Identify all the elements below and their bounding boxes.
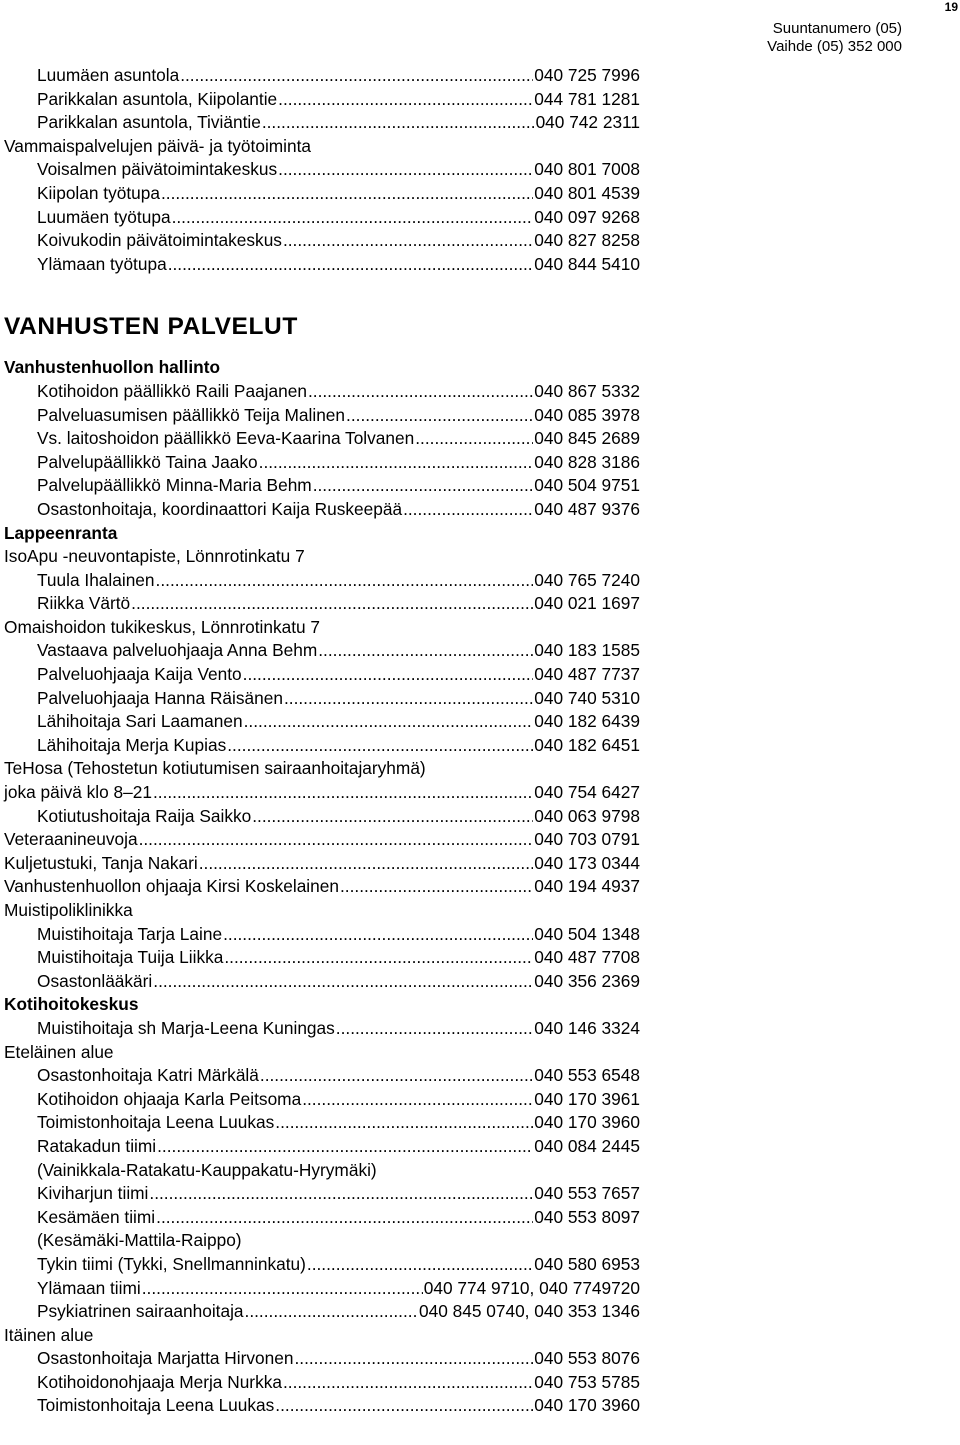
directory-entry: Kotiutushoitaja Raija Saikko ..... 040 063 9798 (4, 805, 640, 829)
directory-entry: Koivukodin päivätoimintakeskus ..... 040 827 8258 (4, 229, 640, 253)
directory-entry: Toimistonhoitaja Leena Luukas ..... 040 170 3960 (4, 1111, 640, 1135)
section-title: VANHUSTEN PALVELUT (4, 313, 298, 341)
directory-entry: Kiipolan työtupa ..... 040 801 4539 (4, 182, 640, 206)
directory-entry: Kotihoidon ohjaaja Karla Peitsoma ..... 040 170 3961 (4, 1088, 640, 1112)
directory-entry: Palveluohjaaja Kaija Vento ..... 040 487 7737 (4, 663, 640, 687)
directory-entry: Osastonhoitaja Marjatta Hirvonen ..... 040 553 8076 (4, 1347, 640, 1371)
area-note: (Kesämäki-Mattila-Raippo) (37, 1230, 242, 1251)
directory-entry: Luumäen asuntola ..... 040 725 7996 (4, 64, 640, 88)
directory-entry: Vs. laitoshoidon päällikkö Eeva-Kaarina Tolvanen ..... 040 845 2689 (4, 427, 640, 451)
group-heading: Eteläinen alue (4, 1041, 114, 1062)
area-note: (Vainikkala-Ratakatu-Kauppakatu-Hyrymäki) (37, 1159, 377, 1180)
directory-entry: Osastonlääkäri ..... 040 356 2369 (4, 970, 640, 994)
directory-entry: Kiviharjun tiimi ..... 040 553 7657 (4, 1182, 640, 1206)
directory-entry: Ylämaan tiimi ..... 040 774 9710, 040 7749720 (4, 1277, 640, 1301)
directory-entry: Parikkalan asuntola, Tiviäntie ..... 040 742 2311 (4, 111, 640, 135)
directory-entry: Luumäen työtupa ..... 040 097 9268 (4, 206, 640, 230)
page-number: 19 (944, 0, 958, 14)
directory-entry: Tykin tiimi (Tykki, Snellmanninkatu) ..... 040 580 6953 (4, 1253, 640, 1277)
group-heading: TeHosa (Tehostetun kotiutumisen sairaanhoitajaryhmä) (4, 758, 426, 779)
directory-entry: Parikkalan asuntola, Kiipolantie ..... 044 781 1281 (4, 88, 640, 112)
directory-entry: Toimistonhoitaja Leena Luukas ..... 040 170 3960 (4, 1394, 640, 1418)
directory-entry: Tuula Ihalainen ..... 040 765 7240 (4, 569, 640, 593)
directory-entry: Psykiatrinen sairaanhoitaja ..... 040 845 0740, 040 353 1346 (4, 1300, 640, 1324)
directory-entry: Veteraanineuvoja ..... 040 703 0791 (4, 828, 640, 852)
directory-entry: Kesämäen tiimi ..... 040 553 8097 (4, 1206, 640, 1230)
directory-entry: Kuljetustuki, Tanja Nakari ..... 040 173 0344 (4, 852, 640, 876)
group-heading: Omaishoidon tukikeskus, Lönnrotinkatu 7 (4, 616, 321, 637)
switchboard-number: Vaihde (05) 352 000 (767, 38, 902, 55)
group-heading: Lappeenranta (4, 522, 118, 543)
directory-entry: Vastaava palveluohjaaja Anna Behm ..... 040 183 1585 (4, 639, 640, 663)
group-heading: IsoApu -neuvontapiste, Lönnrotinkatu 7 (4, 546, 305, 567)
directory-entry: Palveluohjaaja Hanna Räisänen ..... 040 740 5310 (4, 687, 640, 711)
directory-entry: Muistihoitaja sh Marja-Leena Kuningas ..... 040 146 3324 (4, 1017, 640, 1041)
directory-entry: Riikka Värtö ..... 040 021 1697 (4, 592, 640, 616)
header-info (767, 20, 902, 56)
directory-entry: Palveluasumisen päällikkö Teija Malinen ..... 040 085 3978 (4, 404, 640, 428)
directory-entry: Voisalmen päivätoimintakeskus ..... 040 801 7008 (4, 158, 640, 182)
directory-column (4, 64, 644, 1418)
directory-entry: Ylämaan työtupa ..... 040 844 5410 (4, 253, 640, 277)
directory-entry: Muistihoitaja Tuija Liikka ..... 040 487 7708 (4, 946, 640, 970)
area-code: Suuntanumero (05) (772, 20, 902, 37)
directory-entry: Osastonhoitaja Katri Märkälä ..... 040 553 6548 (4, 1064, 640, 1088)
group-heading: Vammaispalvelujen päivä- ja työtoiminta (4, 135, 312, 156)
directory-entry: Ratakadun tiimi ..... 040 084 2445 (4, 1135, 640, 1159)
directory-entry: Lähihoitaja Sari Laamanen ..... 040 182 6439 (4, 710, 640, 734)
group-heading: Vanhustenhuollon hallinto (4, 357, 221, 378)
directory-entry: Vanhustenhuollon ohjaaja Kirsi Koskelainen ..... 040 194 4937 (4, 875, 640, 899)
group-heading: Kotihoitokeskus (4, 994, 139, 1015)
group-heading: Itäinen alue (4, 1324, 94, 1345)
directory-entry: Osastonhoitaja, koordinaattori Kaija Ruskeepää ..... 040 487 9376 (4, 498, 640, 522)
directory-entry: Palvelupäällikkö Taina Jaako ..... 040 828 3186 (4, 451, 640, 475)
directory-entry: Palvelupäällikkö Minna-Maria Behm ..... 040 504 9751 (4, 474, 640, 498)
group-heading: Muistipoliklinikka (4, 900, 133, 920)
directory-entry: joka päivä klo 8–21 ..... 040 754 6427 (4, 781, 640, 805)
directory-entry: Kotihoidonohjaaja Merja Nurkka ..... 040 753 5785 (4, 1371, 640, 1395)
directory-entry: Muistihoitaja Tarja Laine ..... 040 504 1348 (4, 923, 640, 947)
directory-entry: Kotihoidon päällikkö Raili Paajanen ..... 040 867 5332 (4, 380, 640, 404)
directory-entry: Lähihoitaja Merja Kupias ..... 040 182 6451 (4, 734, 640, 758)
